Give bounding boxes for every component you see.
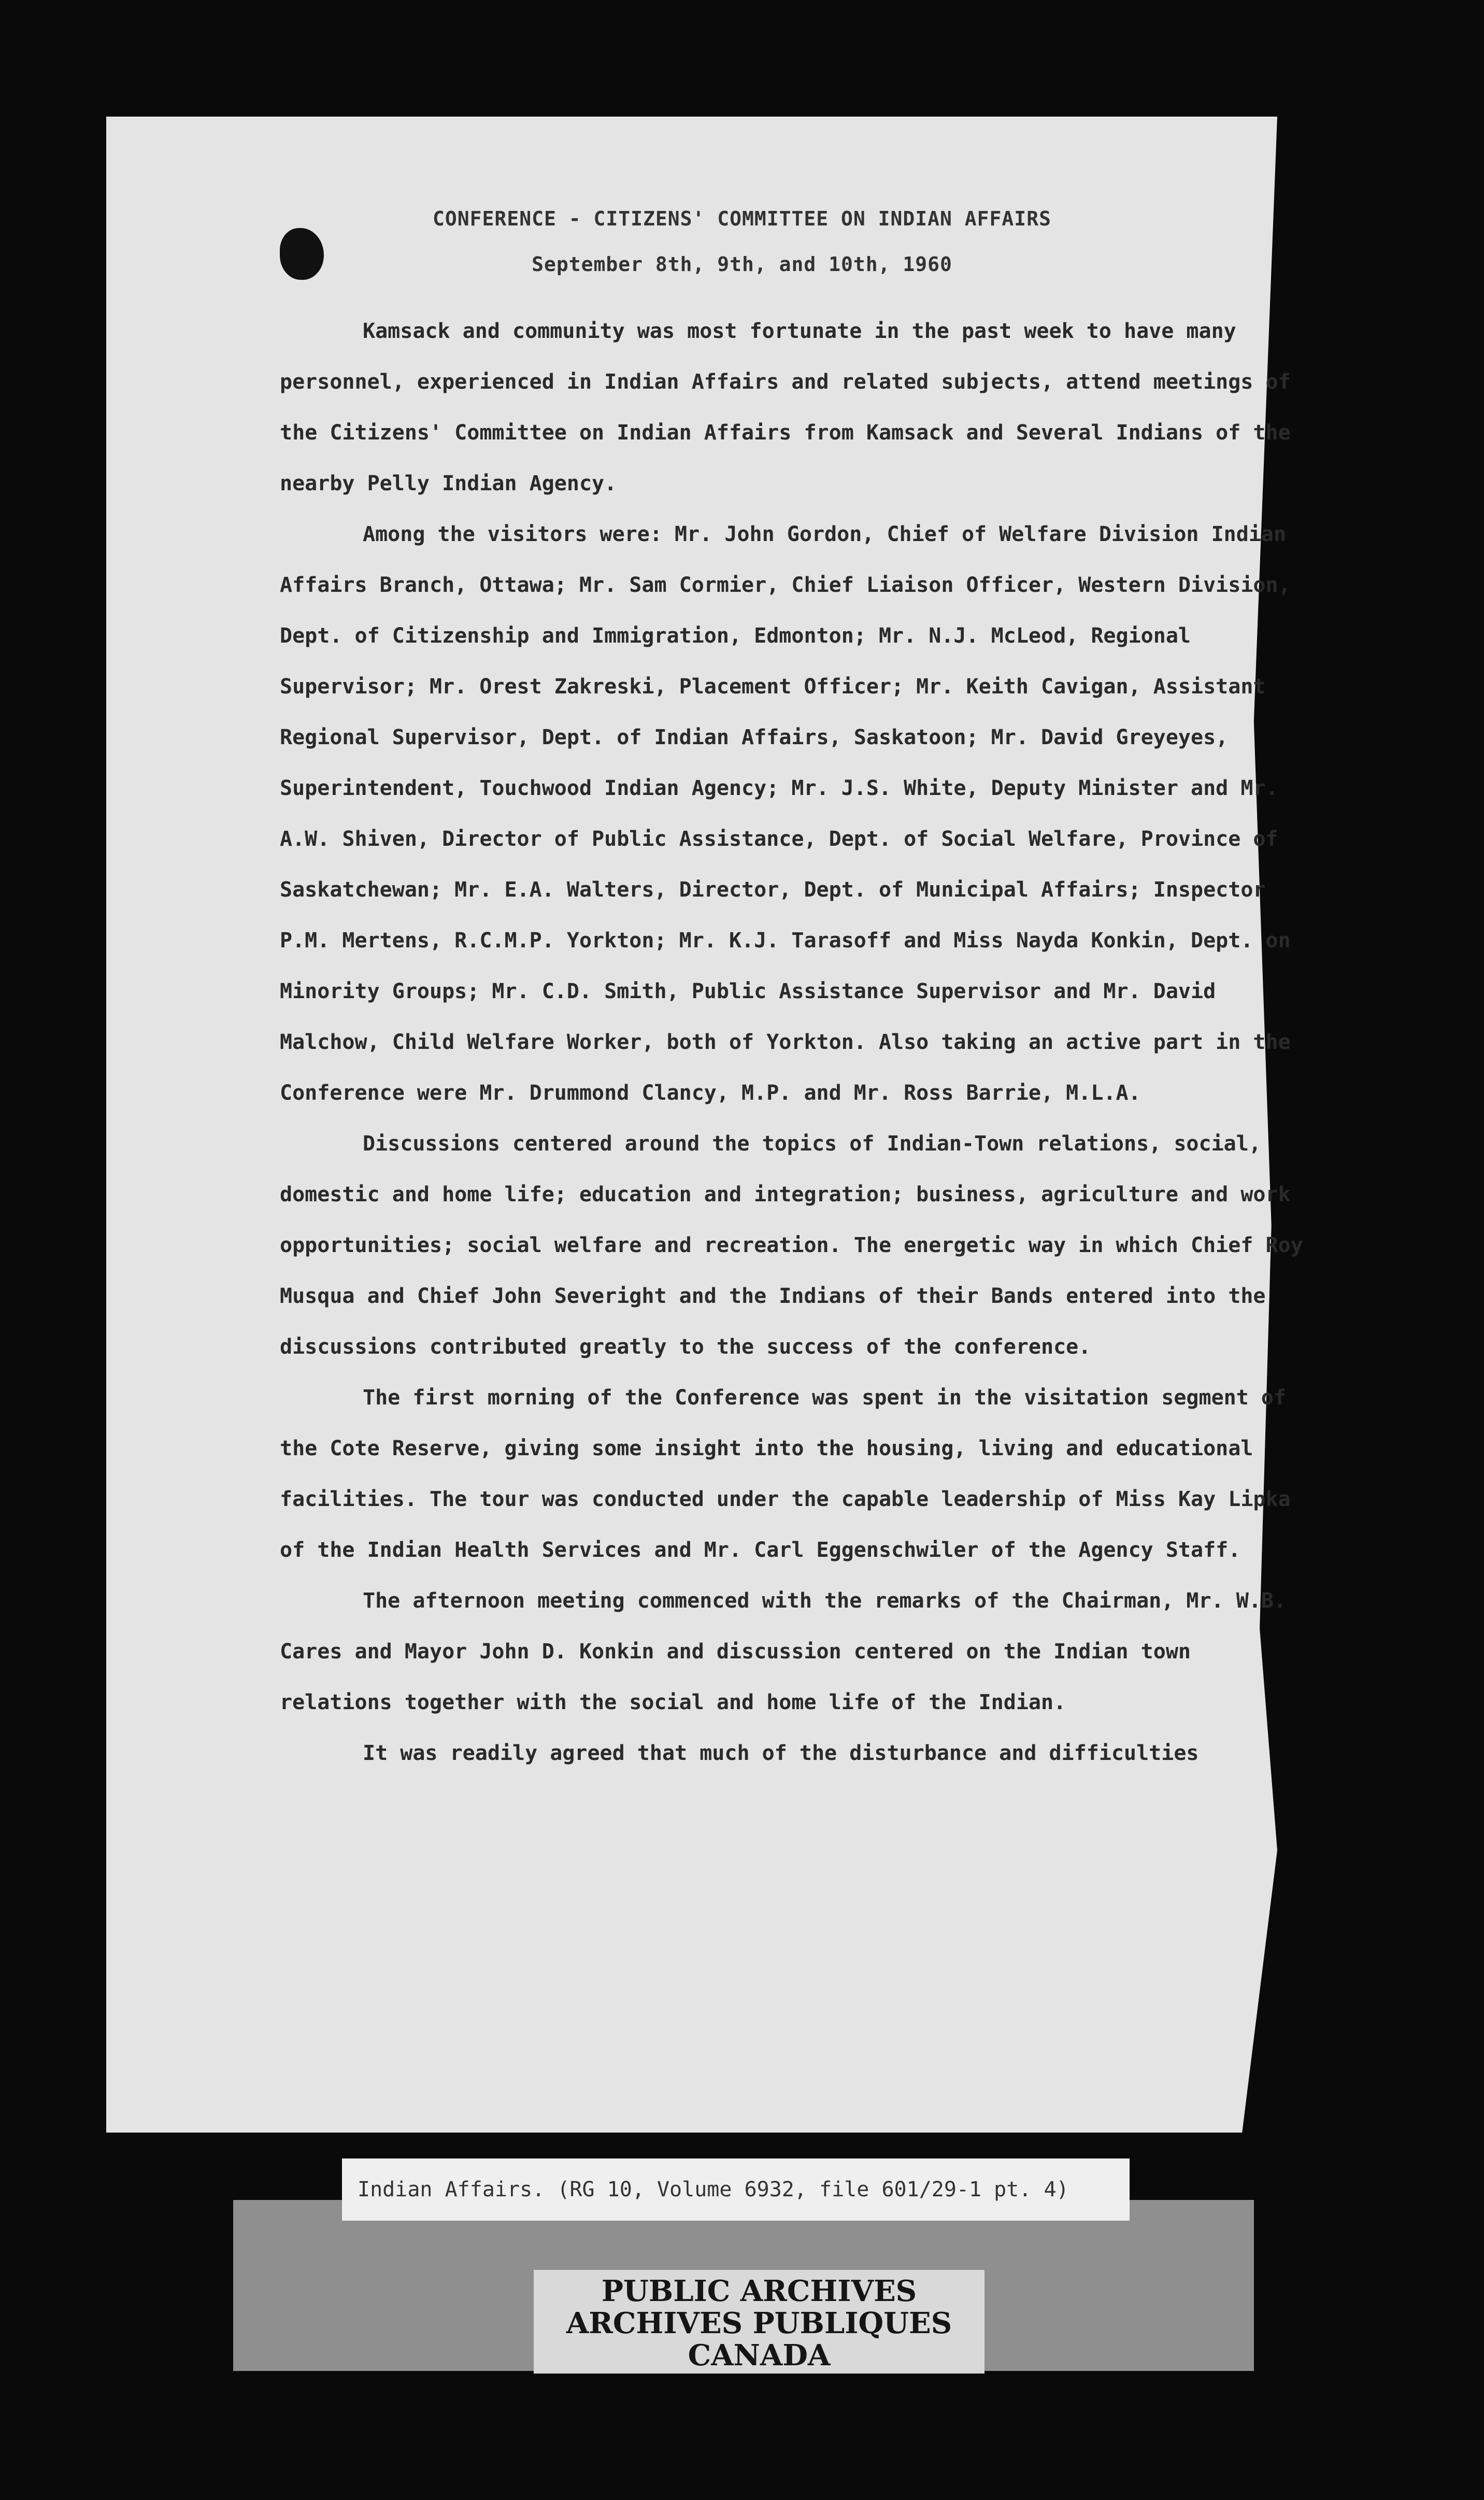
paragraph: It was readily agreed that much of the disturbance and difficulties (363, 1741, 1199, 1765)
stamp-line-1: PUBLIC ARCHIVES (601, 2274, 917, 2308)
document-dates: September 8th, 9th, and 10th, 1960 (532, 253, 952, 276)
paragraph: Kamsack and community was most fortunate in the past week to have many personnel, experienced in Indian Affairs and related subjects, attend meetings of the Citizens' Committee on Indian Affairs from Kamsack and Several Indians of the nearby Pelly Indian Agency. (280, 319, 1303, 495)
document-title: CONFERENCE - CITIZENS' COMMITTEE ON INDIAN AFFAIRS (433, 207, 1051, 230)
archive-reference-label: Indian Affairs. (RG 10, Volume 6932, file 601/29-1 pt. 4) (342, 2158, 1130, 2221)
stamp-line-3: CANADA (688, 2338, 831, 2373)
stamp-line-2: ARCHIVES PUBLIQUES (566, 2306, 952, 2340)
paragraph: Discussions centered around the topics of Indian-Town relations, social, domestic and home life; education and integration; business, agriculture and work opportunities; social welfare and recreation. The energetic way in which Chief Roy Musqua and Chief John Severight and the Indians of their Bands entered into the discussions contributed greatly to the success of the conference. (280, 1132, 1316, 1359)
paragraph: Among the visitors were: Mr. John Gordon, Chief of Welfare Division Indian Affairs Branch, Ottawa; Mr. Sam Cormier, Chief Liaison Officer, Western Division, Dept. of Citizenship and Immigration, Edmonton; Mr. N.J. McLeod, Regional Supervisor; Mr. Orest Zakreski, Placement Officer; Mr. Keith Cavigan, Assistant Regional Supervisor, Dept. of Indian Affairs, Saskatoon; Mr. David Greyeyes, Superintendent, Touchwood Indian Agency; Mr. J.S. White, Deputy Minister and Mr. A.W. Shiven, Director of Public Assistance, Dept. of Social Welfare, Province of Saskatchewan; Mr. E.A. Walters, Director, Dept. of Municipal Affairs; Inspector P.M. Mertens, R.C.M.P. Yorkton; Mr. K.J. Tarasoff and Miss Nayda Konkin, Dept. on Minority Groups; Mr. C.D. Smith, Public Assistance Supervisor and Mr. David Malchow, Child Welfare Worker, both of Yorkton. Also taking an active part in the Conference were Mr. Drummond Clancy, M.P. and Mr. Ross Barrie, M.L.A. (280, 522, 1303, 1105)
document-body (280, 306, 1316, 1779)
paragraph: The first morning of the Conference was spent in the visitation segment of the Cote Reserve, giving some insight into the housing, living and educational facilities. The tour was conducted under the capable leadership of Miss Kay Lipka of the Indian Health Services and Mr. Carl Eggenschwiler of the Agency Staff. (280, 1386, 1303, 1562)
paragraph: The afternoon meeting commenced with the remarks of the Chairman, Mr. W.B. Cares and Mayor John D. Konkin and discussion centered on the Indian town relations together with the social and home life of the Indian. (280, 1589, 1299, 1714)
